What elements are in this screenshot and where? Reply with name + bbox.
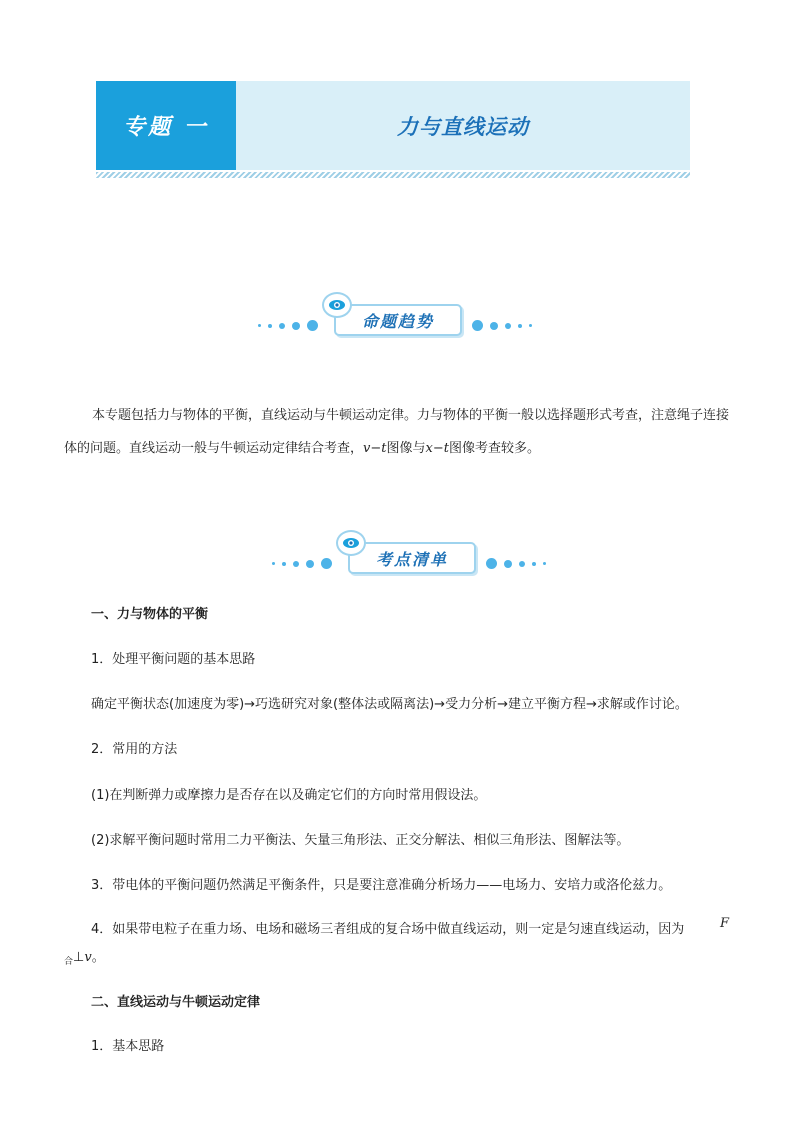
vt-symbol: v−t bbox=[363, 441, 387, 456]
heading-linear-motion: 二、直线运动与牛顿运动定律 bbox=[91, 995, 261, 1010]
topic-banner bbox=[96, 81, 690, 170]
period: 。 bbox=[91, 950, 105, 965]
banner-divider bbox=[96, 172, 690, 178]
item-charged-equilibrium: 3．带电体的平衡问题仍然满足平衡条件，只是要注意准确分析场力——电场力、安培力或洛伦兹力。 bbox=[91, 878, 672, 893]
method-assumption: (1)在判断弹力或摩擦力是否存在以及确定它们的方向时常用假设法。 bbox=[91, 788, 487, 803]
force-symbol: F bbox=[720, 916, 730, 931]
intro-paragraph bbox=[64, 399, 740, 465]
force-subscript: 合 bbox=[64, 957, 74, 967]
force-perp-velocity bbox=[64, 946, 105, 965]
dots-left bbox=[258, 320, 318, 331]
item-basic-approach: 1．处理平衡问题的基本思路 bbox=[91, 652, 256, 667]
item-common-methods: 2．常用的方法 bbox=[91, 742, 178, 757]
dots-left bbox=[272, 558, 332, 569]
item-composite-field: 4．如果带电粒子在重力场、电场和磁场三者组成的复合场中做直线运动，则一定是匀速直线运动，因为 bbox=[91, 922, 685, 937]
item-basic-idea: 1．基本思路 bbox=[91, 1039, 165, 1054]
approach-steps: 确定平衡状态(加速度为零)→巧选研究对象(整体法或隔离法)→受力分析→建立平衡方程→求解或作讨论。 bbox=[91, 697, 688, 712]
method-list: (2)求解平衡问题时常用二力平衡法、矢量三角形法、正交分解法、相似三角形法、图解法等。 bbox=[91, 833, 630, 848]
velocity-symbol: v bbox=[84, 950, 92, 965]
section-header-trend bbox=[258, 292, 538, 336]
section-header-checklist bbox=[272, 530, 552, 574]
topic-label: 专题 一 bbox=[96, 81, 236, 170]
intro-line2-c: 图像考查较多。 bbox=[448, 441, 540, 456]
intro-line2-a: 子连接体的问题。直线运动一般与牛顿运动定律结合考查， bbox=[64, 408, 730, 456]
heading-equilibrium: 一、力与物体的平衡 bbox=[91, 607, 209, 622]
eye-icon bbox=[336, 530, 366, 556]
eye-icon bbox=[322, 292, 352, 318]
perp-symbol: ⊥ bbox=[73, 950, 85, 965]
topic-title: 力与直线运动 bbox=[236, 81, 690, 170]
intro-line1: 本专题包括力与物体的平衡，直线运动与牛顿运动定律。力与物体的平衡一般以选择题形式考查，注意绳 bbox=[92, 408, 691, 423]
xt-symbol: x−t bbox=[425, 441, 449, 456]
dots-right bbox=[472, 320, 532, 331]
section-title-trend: 命题趋势 bbox=[334, 304, 462, 336]
dots-right bbox=[486, 558, 546, 569]
intro-line2-b: 图像与 bbox=[386, 441, 426, 456]
section-title-checklist: 考点清单 bbox=[348, 542, 476, 574]
